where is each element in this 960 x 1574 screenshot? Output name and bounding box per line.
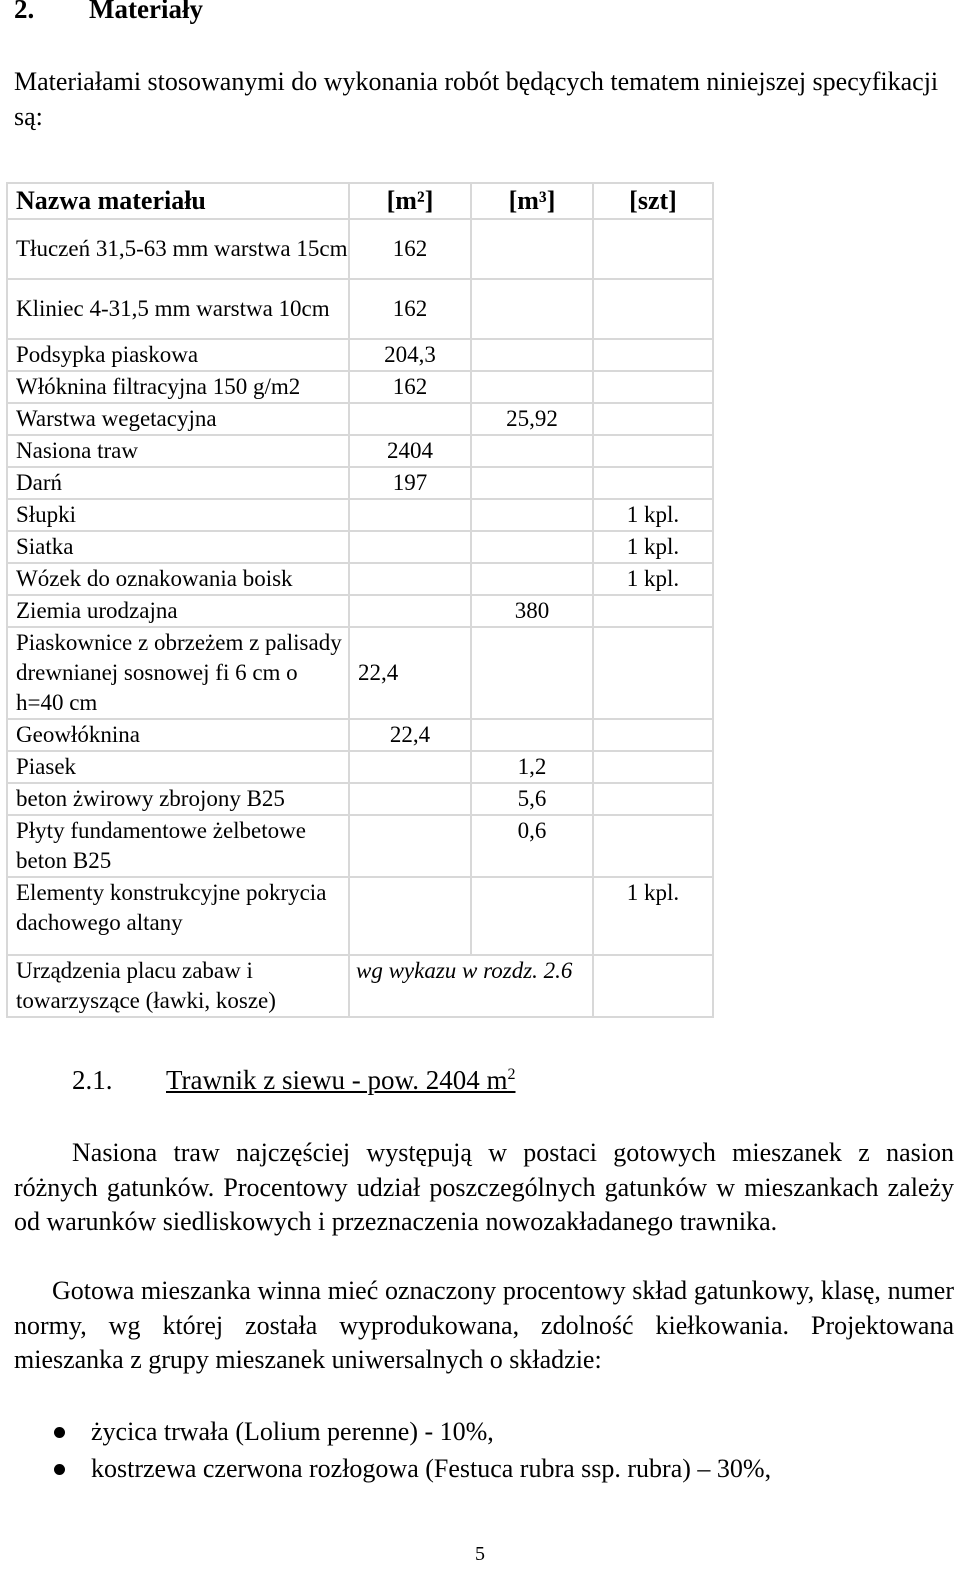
cell-m2: [349, 751, 471, 783]
table-row: [7, 815, 713, 877]
cell-m3: 0,6: [471, 815, 593, 877]
header-m3: [m³]: [471, 183, 593, 219]
cell-m2: [349, 815, 471, 877]
page-number: 5: [475, 1543, 485, 1565]
list-item: [14, 1413, 954, 1450]
table-row: [7, 435, 713, 467]
table-row: [7, 531, 713, 563]
list-item: [14, 1450, 954, 1487]
table-row: [7, 403, 713, 435]
cell-m3: [471, 627, 593, 719]
cell-name: beton żwirowy zbrojony B25: [7, 783, 349, 815]
cell-m3: [471, 219, 593, 279]
cell-m2: [349, 877, 471, 955]
paragraph-2: Gotowa mieszanka winna mieć oznaczony procentowy skład gatunkowy, klasę, numer normy, wg której została wyprodukowana, zdolność kiełkowania. Projektowana mieszanka z grupy mieszanek uniwersalnych o składzie:: [14, 1276, 954, 1374]
cell-name: Warstwa wegetacyjna: [7, 403, 349, 435]
cell-name: Tłuczeń 31,5-63 mm warstwa 15cm: [7, 219, 349, 279]
cell-name: Piaskownice z obrzeżem z palisady drewnianej sosnowej fi 6 cm o h=40 cm: [7, 627, 349, 719]
subsection-title-text: Trawnik z siewu - pow. 2404 m: [166, 1065, 508, 1095]
intro-paragraph: Materiałami stosowanymi do wykonania robót będących tematem niniejszej specyfikacji są:: [14, 67, 939, 131]
cell-m2: [349, 499, 471, 531]
cell-m3: 380: [471, 595, 593, 627]
section-title: Materiały: [89, 0, 203, 24]
table-row: [7, 719, 713, 751]
cell-name: Ziemia urodzajna: [7, 595, 349, 627]
table-row: [7, 877, 713, 955]
cell-szt: 1 kpl.: [593, 877, 713, 955]
cell-m2: [349, 783, 471, 815]
cell-name: Płyty fundamentowe żelbetowe beton B25: [7, 815, 349, 877]
table-row: [7, 783, 713, 815]
cell-szt: 1 kpl.: [593, 531, 713, 563]
cell-szt: [593, 815, 713, 877]
cell-m2: 197: [349, 467, 471, 499]
table-row: [7, 955, 713, 1017]
cell-szt: [593, 751, 713, 783]
cell-szt: [593, 719, 713, 751]
table-row: [7, 371, 713, 403]
cell-m3: [471, 499, 593, 531]
table-row: [7, 595, 713, 627]
cell-name: Kliniec 4-31,5 mm warstwa 10cm: [7, 279, 349, 339]
cell-m3: [471, 435, 593, 467]
cell-szt: [593, 279, 713, 339]
table-row: [7, 279, 713, 339]
cell-m2: 22,4: [349, 627, 471, 719]
cell-m2: 162: [349, 219, 471, 279]
bullet-icon: [54, 1427, 65, 1438]
subsection-title: [166, 1065, 515, 1095]
header-name: Nazwa materiału: [7, 183, 349, 219]
cell-m2: [349, 563, 471, 595]
cell-m3: [471, 719, 593, 751]
table-header-row: [7, 183, 713, 219]
cell-m3: 25,92: [471, 403, 593, 435]
list-item-text: kostrzewa czerwona rozłogowa (Festuca rubra ssp. rubra) – 30%,: [91, 1454, 772, 1483]
cell-name: Urządzenia placu zabaw i towarzyszące (ławki, kosze): [7, 955, 349, 1017]
cell-m3: 5,6: [471, 783, 593, 815]
bullet-icon: [54, 1464, 65, 1475]
list-item-text: życica trwała (Lolium perenne) - 10%,: [91, 1417, 494, 1446]
cell-name: Nasiona traw: [7, 435, 349, 467]
cell-szt: [593, 339, 713, 371]
cell-name: Elementy konstrukcyjne pokrycia dachowego altany: [7, 877, 349, 955]
cell-szt: [593, 435, 713, 467]
cell-m2: wg wykazu w rozdz. 2.6: [349, 955, 593, 1017]
cell-m3: [471, 531, 593, 563]
materials-table: [6, 182, 714, 1018]
table-row: [7, 339, 713, 371]
cell-name: Piasek: [7, 751, 349, 783]
cell-m3: [471, 467, 593, 499]
cell-m3: [471, 877, 593, 955]
cell-szt: [593, 955, 713, 1017]
cell-m2: [349, 531, 471, 563]
cell-m2: 162: [349, 371, 471, 403]
cell-szt: [593, 467, 713, 499]
cell-name: Darń: [7, 467, 349, 499]
table-row: [7, 751, 713, 783]
table-row: [7, 563, 713, 595]
cell-m3: [471, 563, 593, 595]
section-number: 2.: [14, 0, 35, 24]
cell-szt: 1 kpl.: [593, 563, 713, 595]
cell-m2: 2404: [349, 435, 471, 467]
cell-name: Wózek do oznakowania boisk: [7, 563, 349, 595]
table-row: [7, 499, 713, 531]
subsection-number: 2.1.: [72, 1065, 113, 1095]
cell-name: Włóknina filtracyjna 150 g/m2: [7, 371, 349, 403]
header-m2: [m²]: [349, 183, 471, 219]
cell-szt: [593, 371, 713, 403]
cell-m2: 22,4: [349, 719, 471, 751]
cell-name: Siatka: [7, 531, 349, 563]
cell-szt: 1 kpl.: [593, 499, 713, 531]
cell-name: Podsypka piaskowa: [7, 339, 349, 371]
table-row: [7, 467, 713, 499]
cell-name: Geowłóknina: [7, 719, 349, 751]
header-szt: [szt]: [593, 183, 713, 219]
section-heading: [14, 0, 203, 25]
cell-name: Słupki: [7, 499, 349, 531]
cell-m2: 162: [349, 279, 471, 339]
paragraph-1: Nasiona traw najczęściej występują w postaci gotowych mieszanek z nasion różnych gatunków. Procentowy udział poszczególnych gatunków w mieszankach zależy od warunków siedliskowych i przeznaczenia nowozakładanego trawnika.: [14, 1138, 954, 1236]
cell-szt: [593, 627, 713, 719]
cell-m3: [471, 371, 593, 403]
subsection-heading: [72, 1065, 515, 1096]
cell-m3: 1,2: [471, 751, 593, 783]
bullet-list: [14, 1413, 954, 1487]
cell-m2: [349, 403, 471, 435]
table-row: [7, 219, 713, 279]
table-row: [7, 627, 713, 719]
cell-szt: [593, 403, 713, 435]
cell-m3: [471, 339, 593, 371]
cell-m2: [349, 595, 471, 627]
cell-m3: [471, 279, 593, 339]
subsection-title-sup: 2: [507, 1066, 516, 1083]
cell-szt: [593, 219, 713, 279]
cell-m2: 204,3: [349, 339, 471, 371]
cell-szt: [593, 783, 713, 815]
cell-szt: [593, 595, 713, 627]
